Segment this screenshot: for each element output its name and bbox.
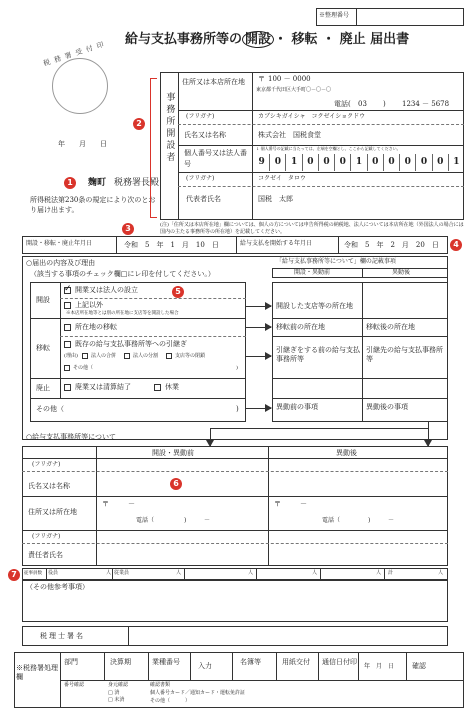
office-detail-phone-after-dash: － <box>388 517 395 524</box>
footer-col-postmark: 通信日付印 <box>322 658 357 666</box>
furigana-value: カブシキガイシャ コクゼイショクドウ <box>258 113 366 120</box>
postal-mark: 〒 <box>258 75 265 83</box>
office-detail-table <box>22 446 448 566</box>
annotation-bracket <box>150 78 157 218</box>
filing-date: 年 月 日 <box>58 140 107 148</box>
corp-digit: 0 <box>433 154 449 171</box>
office-side-label: 事務所開設者 <box>164 92 175 164</box>
arrow-other <box>246 408 271 409</box>
move-option-merger[interactable] <box>82 353 88 359</box>
move-label: 移転 <box>36 344 50 352</box>
tax-office-suffix: 税務署長殿 <box>114 178 160 188</box>
employees-total-mark: 計 <box>388 570 394 576</box>
rep-furigana-label: (フリガナ) <box>186 175 215 182</box>
office-detail-postal-dash-before: － <box>128 500 135 508</box>
annotation-badge-1: 1 <box>64 177 76 189</box>
dates-label-1: 開設・移転・廃止年月日 <box>26 240 93 247</box>
office-detail-col-before: 開設・異動前 <box>152 449 194 457</box>
postal-code: 100 － 0000 <box>268 75 311 83</box>
reasons-heading: ○届出の内容及び理由 <box>26 259 96 267</box>
arrow-move-1 <box>246 327 271 328</box>
open-checkbox-2[interactable] <box>64 302 71 309</box>
law-note: 所得税法第230条の規定により次のとおり届け出ます。 <box>30 196 156 214</box>
phone-number: 1234 － 5678 <box>402 100 450 108</box>
phone-area: 03 <box>358 100 367 108</box>
move-option-other-close: ) <box>236 365 238 371</box>
rep-label: 代表者氏名 <box>186 195 221 203</box>
move-item1: 所在地の移転 <box>75 323 117 331</box>
footer-col-register: 名簿等 <box>240 658 261 666</box>
corp-digit: 0 <box>400 154 416 171</box>
move-option-other[interactable] <box>64 365 70 371</box>
other-result-before: 異動前の事項 <box>276 403 318 411</box>
other-label: その他（ <box>36 405 64 413</box>
footer-identity-check: 身元確認 <box>108 682 129 688</box>
phone-label: 電話( <box>334 100 351 108</box>
footer-documents-types: 個人番号カード／通知カード・運転免許証 <box>150 690 246 696</box>
move-result-before: 移転前の所在地 <box>276 323 325 331</box>
corp-digit: 1 <box>453 157 460 167</box>
employees-blank-unit-2: 人 <box>312 570 318 576</box>
move-checkbox-2[interactable] <box>64 341 71 348</box>
reasons-col-after: 異動後 <box>392 269 411 276</box>
annotation-badge-4: 4 <box>450 239 462 251</box>
address-footnote: (注)「住所又は本店所在地」欄については、個人の方については申告所得税の納税地、法人については本店所在地（外国法人の場合には国内の主たる事務所等の所在地）を記載してください。 <box>160 222 464 235</box>
employees-blank-unit-1: 人 <box>248 570 254 576</box>
close-label: 廃止 <box>36 384 50 392</box>
name-value: 株式会社 国税食堂 <box>258 131 321 139</box>
move-result-after: 移転後の所在地 <box>366 323 415 331</box>
open-item1: 開業又は法人の設立 <box>75 286 138 294</box>
move-reason-label: (理由) <box>64 353 78 359</box>
dates-label-2: 給与支払を開始する年月日 <box>240 240 313 247</box>
corp-digit: 0 <box>384 154 400 171</box>
number-note: ↓ 個人番号の記載に当たっては、左端を空欄とし、ここから記載してください。 <box>256 146 401 151</box>
office-detail-furigana-label: (フリガナ) <box>32 461 61 468</box>
office-detail-phone-after-close: ) <box>368 517 371 524</box>
reference-number-label: ※整理番号 <box>319 12 350 19</box>
arrow-move-2 <box>246 356 271 357</box>
footer-col-input: 入力 <box>198 662 212 670</box>
move-option-merger-label: 法人の合併 <box>91 353 117 359</box>
arrow-down-before <box>210 428 211 446</box>
open-result: 開設した支店等の所在地 <box>276 302 353 310</box>
footer-col-confirm: 確認 <box>412 662 426 670</box>
office-detail-heading: ○給与支払事務所等について <box>26 433 116 441</box>
office-detail-manager-label: 責任者氏名 <box>28 551 63 559</box>
footer-number-check: 番号確認 <box>64 682 85 688</box>
move-option-other-label: その他（ <box>73 365 94 371</box>
office-detail-furigana-label-2: (フリガナ) <box>32 533 61 540</box>
annotation-badge-2: 2 <box>133 118 145 130</box>
close-checkbox-1[interactable] <box>64 384 71 391</box>
office-detail-phone-before-dash: － <box>204 517 211 524</box>
annotation-badge-6: 6 <box>170 478 182 490</box>
footer-col-fiscal: 決算期 <box>110 658 131 666</box>
number-label: 個人番号又は法人番号 <box>184 149 247 168</box>
employees-total-label: 従事員数 <box>24 571 42 576</box>
open-checkbox-1[interactable] <box>64 287 71 294</box>
move-item2: 既存の給与支払事務所等への引継ぎ <box>75 340 187 348</box>
employees-officer-label: 役員 <box>48 570 59 576</box>
office-detail-address-label: 住所又は所在地 <box>28 508 77 516</box>
other-notes-label: （その他参考事項） <box>26 583 89 591</box>
footer-done-status: □ 済 □ 未済 <box>108 690 125 703</box>
dates-value-1: 令和 5 年 1 月 10 日 <box>124 241 219 249</box>
move-result2-before: 引継ぎをする前の給与支払事務所等 <box>276 346 360 364</box>
office-detail-name-label: 氏名又は名称 <box>28 482 70 490</box>
employees-staff-unit: 人 <box>176 570 182 576</box>
employees-blank-unit-3: 人 <box>376 570 382 576</box>
name-label: 氏名又は名称 <box>184 131 226 139</box>
reasons-col-before: 開設・異動前 <box>294 269 331 276</box>
other-close: ) <box>236 405 239 413</box>
address-label: 住所又は本店所在地 <box>182 78 245 86</box>
move-result2-after: 引継先の給与支払事務所等 <box>366 346 443 364</box>
phone-paren: ) <box>383 100 386 108</box>
corp-digit: 0 <box>303 154 319 171</box>
office-use-label: ※税務署処理欄 <box>16 664 58 682</box>
employees-staff-label: 従業員 <box>114 570 130 576</box>
open-item2-note: ※本店所在地等とは別の所在地に支店等を開設した場合 <box>66 311 179 316</box>
rep-value: 国税 太郎 <box>258 195 293 203</box>
footer-documents-other: その他（ ） <box>150 698 191 704</box>
move-option-close-label: 支店等の閉鎖 <box>175 353 206 359</box>
close-item2: 休業 <box>165 383 179 391</box>
corp-number-cells <box>254 154 464 171</box>
corp-digit: 9 <box>254 154 270 171</box>
reasons-side-heading: 「給与支払事務所等について」欄の記載事項 <box>276 258 396 265</box>
close-checkbox-2[interactable] <box>154 384 161 391</box>
open-item2: 上記以外 <box>75 301 103 309</box>
office-detail-phone-before-close: ) <box>184 517 187 524</box>
arrow-down-after <box>428 422 429 446</box>
title-circled-option: 開設 <box>242 31 274 48</box>
corp-digit: 1 <box>351 154 367 171</box>
employees-officer-unit: 人 <box>106 570 112 576</box>
form-title: 給与支払事務所等の 開設 ・ 移転 ・ 廃止 届出書 <box>125 32 410 47</box>
office-detail-phone-before: 電話（ <box>136 517 155 524</box>
tax-accountant-row <box>22 626 448 646</box>
office-detail-postal-after: 〒 <box>274 500 281 508</box>
office-detail-phone-after: 電話（ <box>322 517 341 524</box>
arrow-open <box>246 306 271 307</box>
dates-value-2: 令和 5 年 2 月 20 日 <box>344 241 439 249</box>
move-option-split-label: 法人の分割 <box>133 353 159 359</box>
footer-col-dept: 部門 <box>64 658 78 666</box>
annotation-badge-5: 5 <box>172 286 184 298</box>
move-option-close[interactable] <box>166 353 172 359</box>
annotation-badge-7: 7 <box>8 569 20 581</box>
move-option-split[interactable] <box>124 353 130 359</box>
corp-digit: 0 <box>270 154 286 171</box>
footer-col-industry: 業種番号 <box>152 658 180 666</box>
office-detail-postal-dash-after: － <box>300 500 307 508</box>
rep-furigana-value: コクゼイ タロウ <box>258 175 306 182</box>
footer-documents: 確認書類 <box>150 682 171 688</box>
tax-accountant-label: 税理士署名 <box>40 632 85 640</box>
corp-digit: 0 <box>335 154 351 171</box>
address-value: 東京都千代田区大手町〇－〇－〇 <box>256 87 332 93</box>
tax-office-name: 麹町 <box>88 178 107 188</box>
receipt-stamp-circle <box>52 58 108 114</box>
corp-digit: 0 <box>416 154 432 171</box>
furigana-label: (フリガナ) <box>186 113 215 120</box>
close-item1: 廃業又は清算結了 <box>75 383 131 391</box>
footer-col-form: 用紙交付 <box>282 658 310 666</box>
corp-digit: 1 <box>286 154 302 171</box>
other-result-after: 異動後の事項 <box>366 403 408 411</box>
office-detail-col-after: 異動後 <box>336 449 357 457</box>
corp-digit: 0 <box>368 154 384 171</box>
footer-col-date: 年 月 日 <box>364 663 395 670</box>
annotation-badge-3: 3 <box>122 223 134 235</box>
employees-total-unit: 人 <box>438 570 444 576</box>
move-checkbox-1[interactable] <box>64 324 71 331</box>
receipt-stamp-label: 税 務 署 受 付 印 <box>42 40 106 68</box>
corp-digit: 0 <box>319 154 335 171</box>
open-label: 開設 <box>36 296 50 304</box>
reasons-subheading: （該当する事項のチェック欄□にレ印を付してください。） <box>30 270 215 278</box>
office-detail-postal-before: 〒 <box>102 500 109 508</box>
